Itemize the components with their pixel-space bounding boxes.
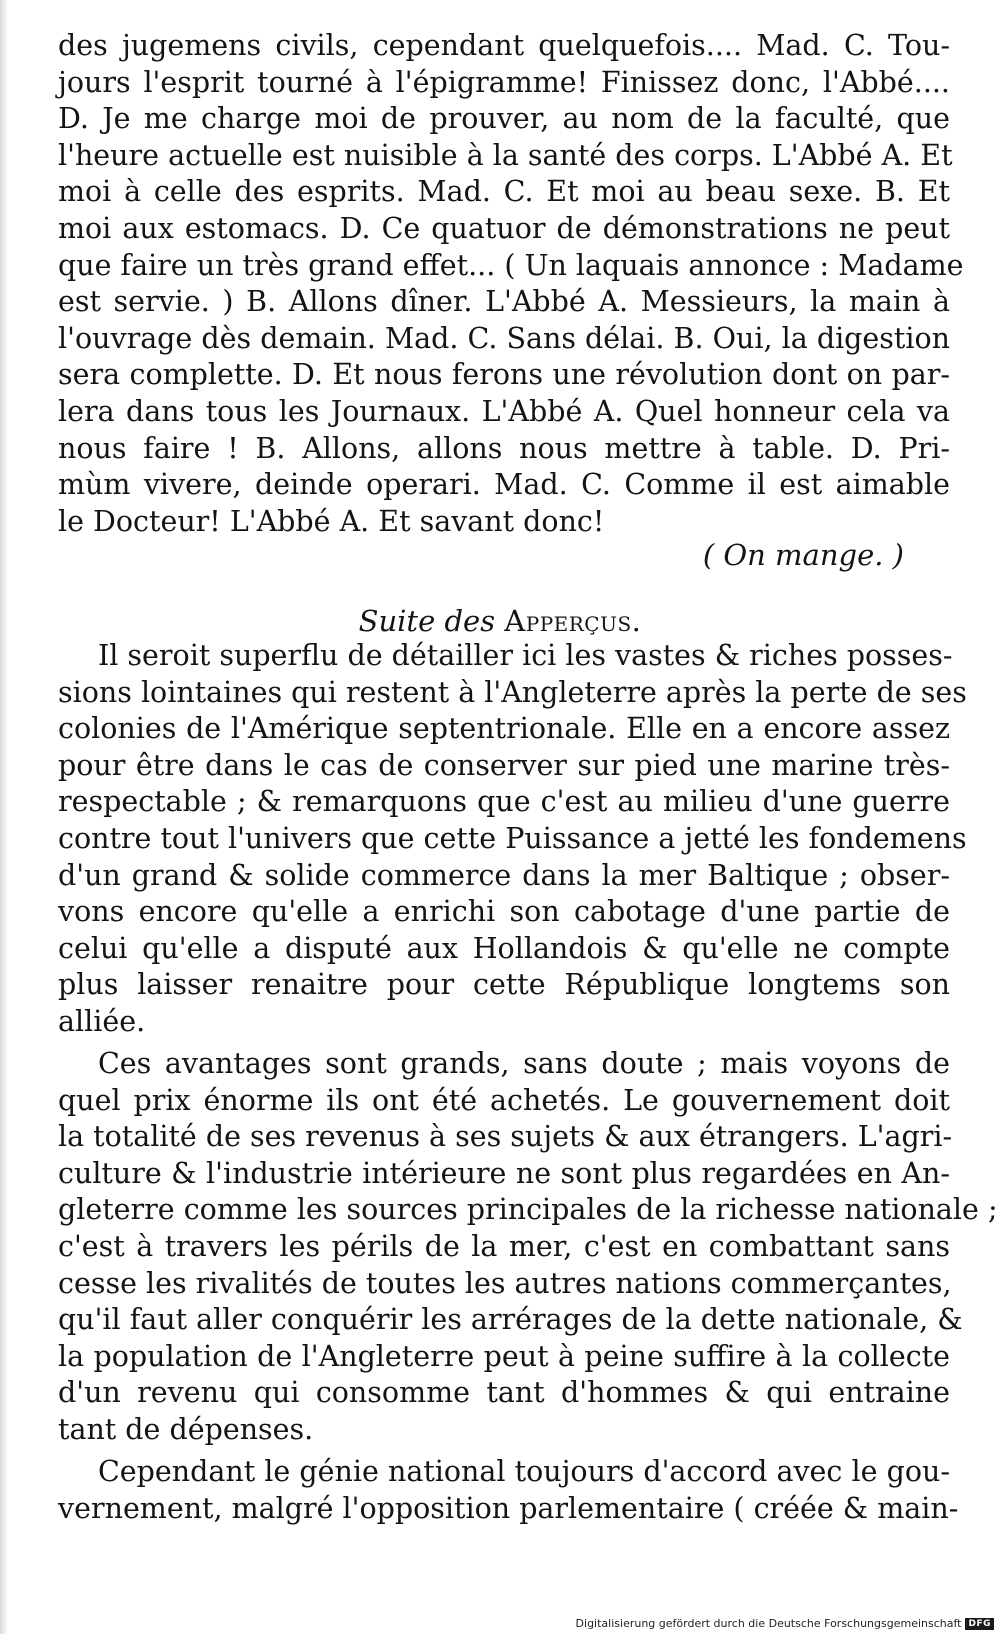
text-line: que faire un très grand effet... ( Un laquais annonce : Madame xyxy=(58,248,964,282)
text-line: Il seroit superflu de détailler ici les vastes & riches posses- xyxy=(98,639,953,672)
text-line: mùm vivere, deinde operari. Mad. C. Comme il est aimable xyxy=(58,468,950,502)
text-line: Cependant le génie national toujours d'accord avec le gou- xyxy=(98,1455,950,1488)
text-line: lera dans tous les Journaux. L'Abbé A. Quel honneur cela va xyxy=(58,394,950,428)
section-heading xyxy=(0,604,1000,638)
dialogue-block xyxy=(58,28,964,540)
text-line: sions lointaines qui restent à l'Angleterre après la perte de ses xyxy=(58,675,967,709)
text-line: tant de dépenses. xyxy=(58,1412,314,1446)
text-line: contre tout l'univers que cette Puissance a jetté les fondemens xyxy=(58,821,967,855)
text-line: alliée. xyxy=(58,1004,146,1038)
text-line: l'ouvrage dès demain. Mad. C. Sans délai. B. Oui, la digestion xyxy=(58,321,950,355)
text-line: D. Je me charge moi de prouver, au nom de la faculté, que xyxy=(58,102,950,136)
text-line: d'un grand & solide commerce dans la mer Baltique ; obser- xyxy=(58,858,950,892)
text-line: nous faire ! B. Allons, allons nous mettre à table. D. Pri- xyxy=(58,431,950,465)
dfg-logo: DFG xyxy=(965,1618,994,1630)
text-line: quel prix énorme ils ont été achetés. Le gouvernement doit xyxy=(58,1083,950,1117)
text-line: la totalité de ses revenus à ses sujets & aux étrangers. L'agri- xyxy=(58,1120,953,1154)
text-line: d'un revenu qui consomme tant d'hommes & qui entraine xyxy=(58,1376,950,1410)
text-line: Ces avantages sont grands, sans doute ; mais voyons de xyxy=(98,1047,950,1080)
page-edge-shadow xyxy=(0,0,8,1634)
text-line: vernement, malgré l'opposition parlementaire ( créée & main- xyxy=(58,1491,959,1525)
text-line: sera complette. D. Et nous ferons une révolution dont on par- xyxy=(58,358,950,392)
text-line: culture & l'industrie intérieure ne sont plus regardées en An- xyxy=(58,1156,950,1190)
text-line: moi aux estomacs. D. Ce quatuor de démonstrations ne peut xyxy=(58,211,950,245)
paragraph-3 xyxy=(58,1454,959,1527)
text-line: pour être dans le cas de conserver sur pied une marine très- xyxy=(58,748,950,782)
text-line: qu'il faut aller conquérir les arrérages de la dette nationale, & xyxy=(58,1303,963,1337)
text-line: plus laisser renaitre pour cette République longtems son xyxy=(58,968,950,1002)
text-line: colonies de l'Amérique septentrionale. Elle en a encore assez xyxy=(58,712,950,746)
text-line: vons encore qu'elle a enrichi son cabotage d'une partie de xyxy=(58,895,950,929)
paragraph-1 xyxy=(58,638,967,1041)
text-line: des jugemens civils, cependant quelquefois.... Mad. C. Tou- xyxy=(58,29,950,62)
text-line: gleterre comme les sources principales de la richesse nationale ; xyxy=(58,1193,998,1227)
text-line: le Docteur! L'Abbé A. Et savant donc! xyxy=(58,504,605,538)
text-line: est servie. ) B. Allons dîner. L'Abbé A. Messieurs, la main à xyxy=(58,285,950,319)
text-line: moi à celle des esprits. Mad. C. Et moi au beau sexe. B. Et xyxy=(58,175,950,209)
footer-credit: Digitalisierung gefördert durch die Deutsche Forschungsgemeinschaft xyxy=(575,1617,962,1630)
text-line: celui qu'elle a disputé aux Hollandois & qu'elle ne compte xyxy=(58,931,950,965)
digitization-footer xyxy=(576,1617,994,1630)
text-line: c'est à travers les périls de la mer, c'est en combattant sans xyxy=(58,1229,950,1263)
section-heading-caps: Apperçus. xyxy=(504,604,642,638)
text-line: respectable ; & remarquons que c'est au milieu d'une guerre xyxy=(58,785,950,819)
stage-direction: ( On mange. ) xyxy=(702,538,904,572)
text-line: jours l'esprit tourné à l'épigramme! Finissez donc, l'Abbé.... xyxy=(58,65,950,99)
text-line: l'heure actuelle est nuisible à la santé des corps. L'Abbé A. Et xyxy=(58,138,953,172)
section-heading-italic: Suite des xyxy=(358,604,496,638)
text-line: la population de l'Angleterre peut à peine suffire à la collecte xyxy=(58,1339,950,1373)
text-line: cesse les rivalités de toutes les autres nations commerçantes, xyxy=(58,1266,952,1300)
paragraph-2 xyxy=(58,1046,998,1449)
